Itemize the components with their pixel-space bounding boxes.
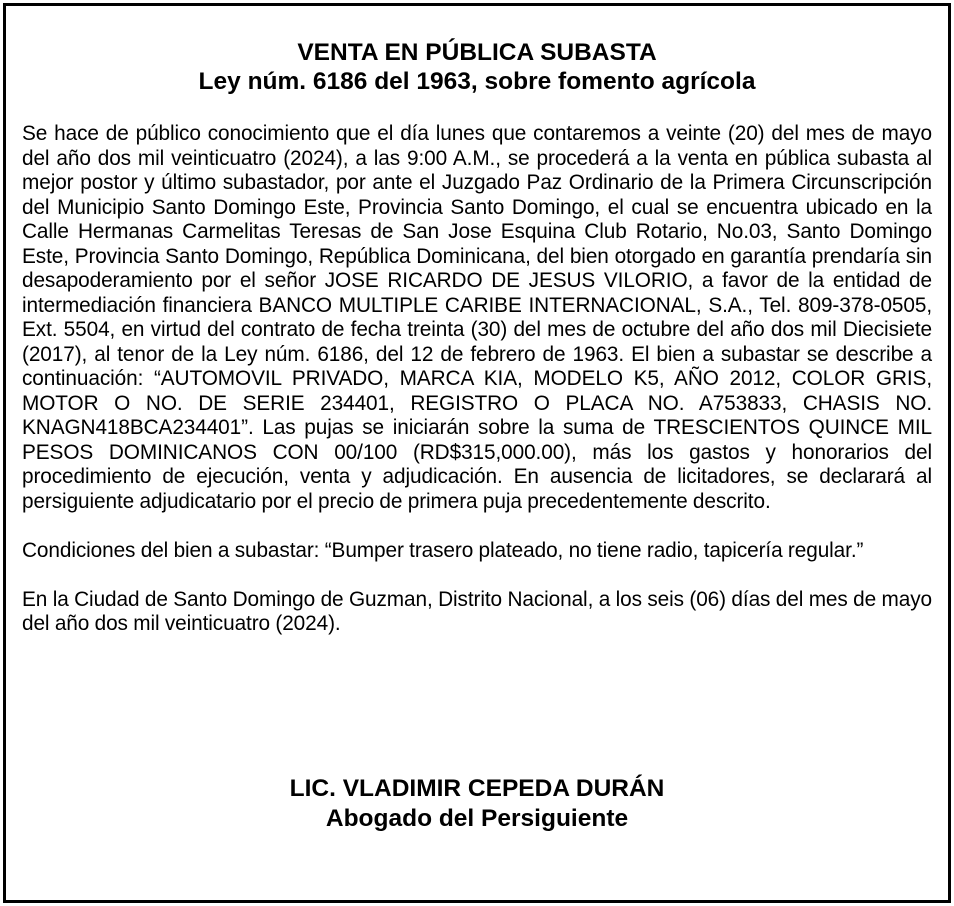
notice-subtitle: Ley núm. 6186 del 1963, sobre fomento agrícola <box>198 68 756 95</box>
notice-frame <box>3 3 951 903</box>
paragraph-announcement: Se hace de público conocimiento que el día lunes que contaremos a veinte (20) del mes de mayo del año dos mil veinticuatro (2024), a las 9:00 A.M., se procederá a la venta en pública subasta al mejor postor y último subastador, por ante el Juzgado Paz Ordinario de la Primera Circunscripción del Municipio Santo Domingo Este, Provincia Santo Domingo, el cual se encuentra ubicado en la Calle Hermanas Carmelitas Teresas de San Jose Esquina Club Rotario, No.03, Santo Domingo Este, Provincia Santo Domingo, República Dominicana, del bien otorgado en garantía prendaría sin desapoderamiento por el señor JOSE RICARDO DE JESUS VILORIO, a favor de la entidad de intermediación financiera BANCO MULTIPLE CARIBE INTERNACIONAL, S.A., Tel. 809-378-0505, Ext. 5504, en virtud del contrato de fecha treinta (30) del mes de octubre del año dos mil Diecisiete (2017), al tenor de la Ley núm. 6186, del 12 de febrero de 1963. El bien a subastar se describe a continuación: “AUTOMOVIL PRIVADO, MARCA KIA, MODELO K5, AÑO 2012, COLOR GRIS, MOTOR O NO. DE SERIE 234401, REGISTRO O PLACA NO. A753833, CHASIS NO. KNAGN418BCA234401”. Las pujas se iniciarán sobre la suma de TRESCIENTOS QUINCE MIL PESOS DOMINICANOS CON 00/100 (RD$315,000.00), más los gastos y honorarios del procedimiento de ejecución, venta y adjudicación. En ausencia de licitadores, se declarará al persiguiente adjudicatario por el precio de primera puja precedentemente descrito. <box>22 122 932 513</box>
paragraph-conditions: Condiciones del bien a subastar: “Bumper trasero plateado, no tiene radio, tapicería regular.” <box>22 538 864 562</box>
signer-role: Abogado del Persiguiente <box>325 805 629 832</box>
notice-heading <box>6 38 948 96</box>
signature-block <box>6 774 948 834</box>
paragraph-place-date: En la Ciudad de Santo Domingo de Guzman, Distrito Nacional, a los seis (06) días del mes de mayo del año dos mil veinticuatro (2024). <box>22 587 932 635</box>
signer-name: LIC. VLADIMIR CEPEDA DURÁN <box>289 775 665 802</box>
notice-title: VENTA EN PÚBLICA SUBASTA <box>297 39 657 66</box>
notice-body <box>22 122 932 661</box>
